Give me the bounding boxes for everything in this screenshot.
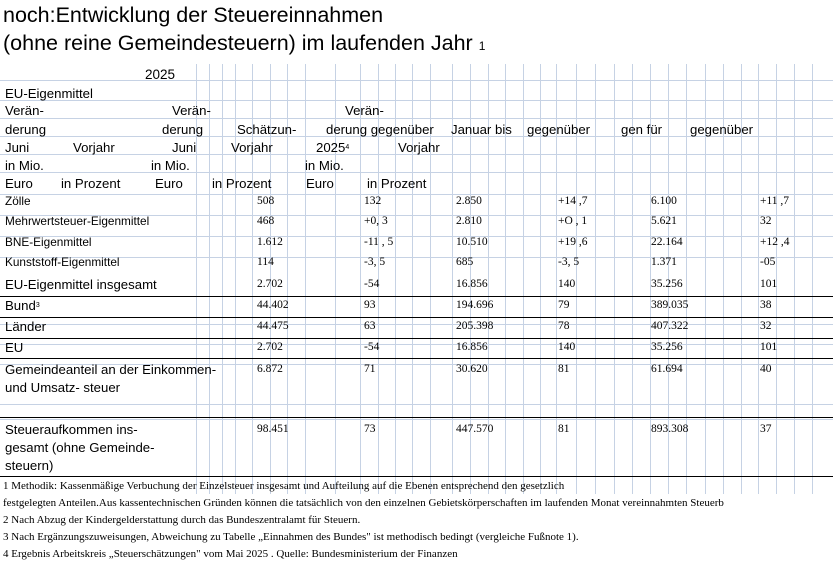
row-divider xyxy=(0,296,833,297)
table-cell: 71 xyxy=(364,363,376,375)
table-cell: 1.612 xyxy=(257,236,283,248)
table-cell: -54 xyxy=(364,341,380,353)
table-cell: 447.570 xyxy=(456,423,494,435)
table-cell: 468 xyxy=(257,215,275,227)
row-label: EU xyxy=(5,340,24,355)
table-cell: +0, 3 xyxy=(364,215,388,227)
table-cell: 32 xyxy=(760,320,772,332)
table-cell: 10.510 xyxy=(456,236,488,248)
table-cell: 685 xyxy=(456,256,474,268)
table-cell: 79 xyxy=(558,299,570,311)
page-title: noch:Entwicklung der Steuereinnahmen xyxy=(3,3,384,27)
header-cell: gegenüber xyxy=(527,122,591,137)
row-divider xyxy=(0,417,833,418)
row-label: und Umsatz- steuer xyxy=(5,380,121,395)
header-cell: Schätzun- xyxy=(237,122,297,137)
table-cell: 37 xyxy=(760,423,772,435)
footnote-2: 2 Nach Abzug der Kindergelderstattung durch das Bundeszentralamt für Steuern. xyxy=(3,514,361,526)
row-label: BNE-Eigenmittel xyxy=(5,235,92,249)
table-cell: -3, 5 xyxy=(364,256,386,268)
table-cell: 893.308 xyxy=(651,423,689,435)
table-cell: 6.100 xyxy=(651,195,677,207)
table-cell: 6.872 xyxy=(257,363,283,375)
table-cell: 2.702 xyxy=(257,278,283,290)
table-cell: 98.451 xyxy=(257,423,289,435)
row-label: Länder xyxy=(5,319,47,334)
header-cell: in Mio. xyxy=(151,158,190,173)
table-cell: 407.322 xyxy=(651,320,689,332)
header-cell: Euro xyxy=(155,176,183,191)
footnote-4: 4 Ergebnis Arbeitskreis „Steuerschätzungen" vom Mai 2025 . Quelle: Bundesministerium der Finanzen xyxy=(3,548,458,560)
header-cell: Juni xyxy=(5,140,30,155)
header-cell: Vorjahr xyxy=(73,140,115,155)
header-cell: Januar bis xyxy=(451,122,512,137)
table-cell: +14 ,7 xyxy=(558,195,588,207)
row-label: Gemeindeanteil an der Einkommen- xyxy=(5,362,217,377)
footnote-1: 1 Methodik: Kassenmäßige Verbuchung der Einzelsteuer insgesamt und Aufteilung auf die Ebenen entsprechend den gesetzlich xyxy=(3,480,565,492)
year-label: 2025 xyxy=(145,67,176,82)
table-cell: 44.402 xyxy=(257,299,289,311)
header-cell: Juni xyxy=(172,140,197,155)
row-divider xyxy=(0,476,833,477)
row-label: EU-Eigenmittel insgesamt xyxy=(5,277,157,292)
table-cell: 132 xyxy=(364,195,382,207)
table-cell: 508 xyxy=(257,195,275,207)
header-cell: derung xyxy=(162,122,204,137)
table-cell: 73 xyxy=(364,423,376,435)
footnote-1-cont: festgelegten Anteilen.Aus kassentechnischen Gründen können die tatsächlich von den einzelnen Gebietskörperschaften im laufenden Monat vereinnahmten Steuerb xyxy=(3,497,724,509)
table-cell: 1.371 xyxy=(651,256,677,268)
header-cell: in Prozent xyxy=(367,176,427,191)
table-cell: -11 , 5 xyxy=(364,236,394,248)
header-cell: Vorjahr xyxy=(398,140,440,155)
table-cell: -3, 5 xyxy=(558,256,580,268)
table-cell: 16.856 xyxy=(456,341,488,353)
table-cell: +O , 1 xyxy=(558,215,588,227)
table-cell: 114 xyxy=(257,256,274,268)
table-cell: 101 xyxy=(760,341,778,353)
table-cell: 35.256 xyxy=(651,278,683,290)
table-cell: 101 xyxy=(760,278,778,290)
table-cell: +11 ,7 xyxy=(760,195,790,207)
table-cell: 63 xyxy=(364,320,376,332)
table-cell: 205.398 xyxy=(456,320,494,332)
table-cell: -05 xyxy=(760,256,776,268)
row-label: gesamt (ohne Gemeinde- xyxy=(5,440,155,455)
table-cell: 35.256 xyxy=(651,341,683,353)
header-cell: derung xyxy=(5,122,47,137)
header-cell: in Prozent xyxy=(212,176,272,191)
header-cell: Vorjahr xyxy=(231,140,273,155)
header-cell: in Prozent xyxy=(61,176,121,191)
table-cell: 16.856 xyxy=(456,278,488,290)
table-cell: 140 xyxy=(558,341,576,353)
table-cell: 81 xyxy=(558,423,570,435)
row-label: Steueraufkommen ins- xyxy=(5,422,138,437)
row-label: steuern) xyxy=(5,458,54,473)
row-label: Mehrwertsteuer-Eigenmittel xyxy=(5,214,150,228)
row-label: Zölle xyxy=(5,194,31,208)
header-cell: gegenüber xyxy=(690,122,754,137)
header-cell: in Mio. xyxy=(305,158,344,173)
header-cell: derung gegenüber xyxy=(326,122,434,137)
table-cell: 194.696 xyxy=(456,299,494,311)
header-cell: Euro xyxy=(306,176,334,191)
table-cell: 2.810 xyxy=(456,215,482,227)
row-divider xyxy=(0,317,833,318)
row-label: Kunststoff-Eigenmittel xyxy=(5,255,120,269)
table-cell: 32 xyxy=(760,215,772,227)
table-cell: 22.164 xyxy=(651,236,683,248)
group-label: EU-Eigenmittel xyxy=(5,86,93,101)
footnote-3: 3 Nach Ergänzungszuweisungen, Abweichung zu Tabelle „Einnahmen des Bundes" ist methodisch bedingt (vergleiche Fußnote 1). xyxy=(3,531,579,543)
row-divider xyxy=(0,358,833,359)
header-cell: Verän- xyxy=(172,103,211,118)
header-cell: Euro xyxy=(5,176,33,191)
header-cell: in Mio. xyxy=(5,158,44,173)
table-cell: 5.621 xyxy=(651,215,677,227)
table-cell: 140 xyxy=(558,278,576,290)
table-cell: 61.694 xyxy=(651,363,683,375)
table-cell: 40 xyxy=(760,363,772,375)
table-cell: +19 ,6 xyxy=(558,236,588,248)
table-cell: 44.475 xyxy=(257,320,289,332)
table-cell: 93 xyxy=(364,299,376,311)
table-cell: 30.620 xyxy=(456,363,488,375)
header-cell: Verän- xyxy=(5,103,44,118)
table-cell: 38 xyxy=(760,299,772,311)
row-divider xyxy=(0,338,833,339)
header-cell: gen für xyxy=(621,122,663,137)
header-cell: 2025$^4$ xyxy=(316,140,350,155)
table-cell: 81 xyxy=(558,363,570,375)
table-cell: 2.850 xyxy=(456,195,482,207)
table-cell: -54 xyxy=(364,278,380,290)
page-subtitle: (ohne reine Gemeindesteuern) im laufenden Jahr 1 xyxy=(3,31,486,55)
title-footnote-ref: 1 xyxy=(478,39,486,53)
table-cell: 389.035 xyxy=(651,299,689,311)
row-label: Bund$^3$ xyxy=(5,298,40,313)
table-cell: 78 xyxy=(558,320,570,332)
table-cell: +12 ,4 xyxy=(760,236,790,248)
table-cell: 2.702 xyxy=(257,341,283,353)
header-cell: Verän- xyxy=(345,103,384,118)
